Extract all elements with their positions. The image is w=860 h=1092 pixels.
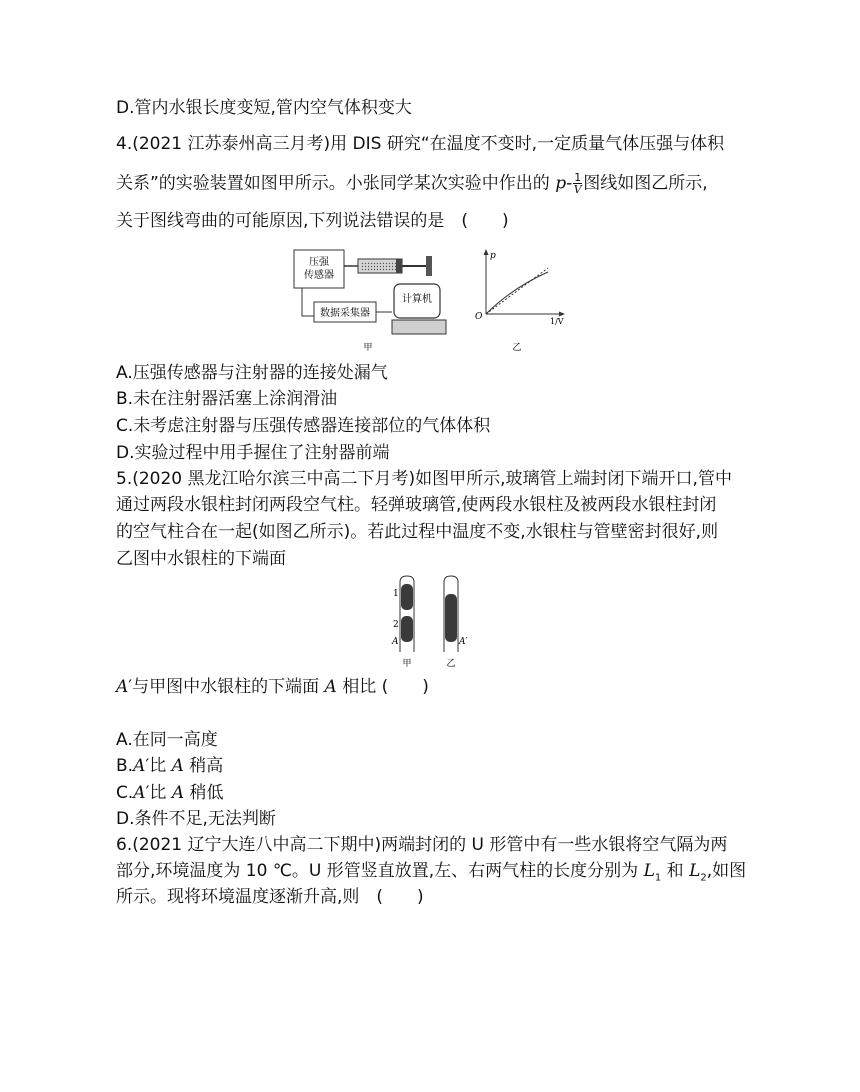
q5-c-A2: A: [171, 783, 185, 803]
q5-A-prime: A: [116, 677, 129, 697]
q4-p-symbol: p: [555, 173, 567, 194]
q4-stem-line2-tail: 图线如图乙所示,: [583, 173, 708, 194]
apparatus-figure: [292, 244, 462, 354]
x-axis-arrow: [559, 312, 565, 317]
q5-b-A2: A: [171, 756, 184, 776]
q4-option-b: B.未在注射器活塞上涂润滑油: [116, 389, 338, 409]
q5-line5-tail: 相比 ( ): [336, 677, 429, 697]
computer-base: [392, 320, 446, 334]
q5-stem-line1: 5.(2020 黑龙江哈尔滨三中高二下月考)如图甲所示,玻璃管上端封闭下端开口,管中: [116, 469, 732, 489]
q3-option-d: D.管内水银长度变短,管内空气体积变大: [116, 98, 412, 118]
q5-stem-line4: 乙图中水银柱的下端面: [116, 549, 286, 569]
computer-label: 计算机: [402, 294, 432, 305]
q5-stem-line3: 的空气柱合在一起(如图乙所示)。若此过程中温度不变,水银柱与管壁密封很好,则: [116, 522, 719, 542]
q5-stem-line5: [116, 676, 429, 698]
sensor-label-1: 压强: [309, 257, 329, 268]
q6-L1-sub: 1: [654, 872, 662, 884]
q5-c-prefix: C.: [116, 783, 134, 803]
q5-A: A: [324, 677, 337, 697]
q5-b-mid: ′比: [145, 756, 172, 776]
syringe-handle: [426, 256, 432, 276]
q5-c-mid: ′比: [145, 783, 172, 803]
graph-y-label: p: [490, 251, 496, 261]
q6-L2-sub: 2: [700, 872, 707, 884]
sensor-label-2: 传感器: [304, 270, 334, 281]
q5-c-A: A: [133, 783, 146, 803]
syringe-gas: [360, 261, 396, 271]
q6-stem-line1: 6.(2021 辽宁大连八中高二下期中)两端封闭的 U 形管中有一些水银将空气隔为两: [116, 835, 728, 855]
graph-origin: O: [475, 312, 483, 322]
collector-label: 数据采集器: [320, 308, 370, 319]
syringe-piston: [396, 259, 402, 273]
tube-caption-jia: 甲: [402, 659, 412, 669]
q6-L1: L: [643, 861, 655, 881]
q4-dash: -: [566, 173, 573, 194]
q6-stem-line3: 所示。现将环境温度逐渐升高,则 ( ): [116, 887, 424, 907]
q6-stem-line2: [116, 860, 746, 889]
q4-stem-line3: 关于图线弯曲的可能原因,下列说法错误的是 ( ): [116, 211, 509, 231]
q5-stem-line2: 通过两段水银柱封闭两段空气柱。轻弹玻璃管,使两段水银柱及被两段水银柱封闭: [116, 495, 717, 515]
tube-label-1: 1: [393, 589, 399, 599]
q5-line5-mid: ′与甲图中水银柱的下端面: [128, 677, 325, 697]
q5-b-prefix: B.: [116, 756, 134, 776]
pressure-sensor-box: [294, 250, 344, 288]
q6-line2-text: 部分,环境温度为 10 ℃。U 形管竖直放置,左、右两气柱的长度分别为: [116, 861, 644, 881]
q6-line2-tail: ,如图: [706, 861, 747, 881]
mercury-column-combined: [445, 594, 457, 642]
cable-sensor-collector: [302, 288, 314, 316]
q5-c-post: 稍低: [184, 783, 224, 803]
tube-caption-yi: 乙: [446, 659, 456, 669]
apparatus-caption: 甲: [363, 343, 373, 353]
graph-x-label: 1/V: [550, 317, 564, 326]
q4-option-a: A.压强传感器与注射器的连接处漏气: [116, 363, 388, 383]
q5-option-a: A.在同一高度: [116, 730, 218, 750]
q4-fraction: [573, 172, 582, 195]
mercury-column-1: [401, 584, 413, 610]
q6-and: 和: [661, 861, 690, 881]
tube-label-A: A: [392, 637, 399, 647]
q4-option-d: D.实验过程中用手握住了注射器前端: [116, 443, 390, 463]
y-axis-arrow: [484, 249, 489, 255]
mercury-column-2: [401, 616, 413, 642]
tube-label-2: 2: [393, 620, 399, 630]
p-1v-graph: [472, 246, 568, 354]
q4-frac-den: V: [573, 183, 582, 196]
tube-label-A-prime: A′: [459, 637, 468, 647]
q4-option-c: C.未考虑注射器与压强传感器连接部位的气体体积: [116, 416, 491, 436]
q4-stem-line2: [116, 172, 708, 195]
q6-L2: L: [689, 861, 701, 881]
q5-b-A: A: [133, 756, 146, 776]
q4-frac-num: 1: [574, 171, 582, 184]
q4-stem-line1: 4.(2021 江苏泰州高三月考)用 DIS 研究“在温度不变时,一定质量气体压强与体积: [116, 134, 725, 154]
q4-stem-line2-text: 关系”的实验装置如图甲所示。小张同学某次实验中作出的: [116, 173, 556, 194]
tubes-figure: [388, 572, 476, 670]
q5-b-post: 稍高: [183, 756, 224, 776]
measured-curve: [486, 272, 548, 314]
ideal-line: [486, 268, 548, 314]
q5-option-c: [116, 782, 224, 804]
graph-caption: 乙: [512, 343, 522, 353]
q5-option-b: [116, 755, 223, 777]
q5-option-d: D.条件不足,无法判断: [116, 809, 276, 829]
